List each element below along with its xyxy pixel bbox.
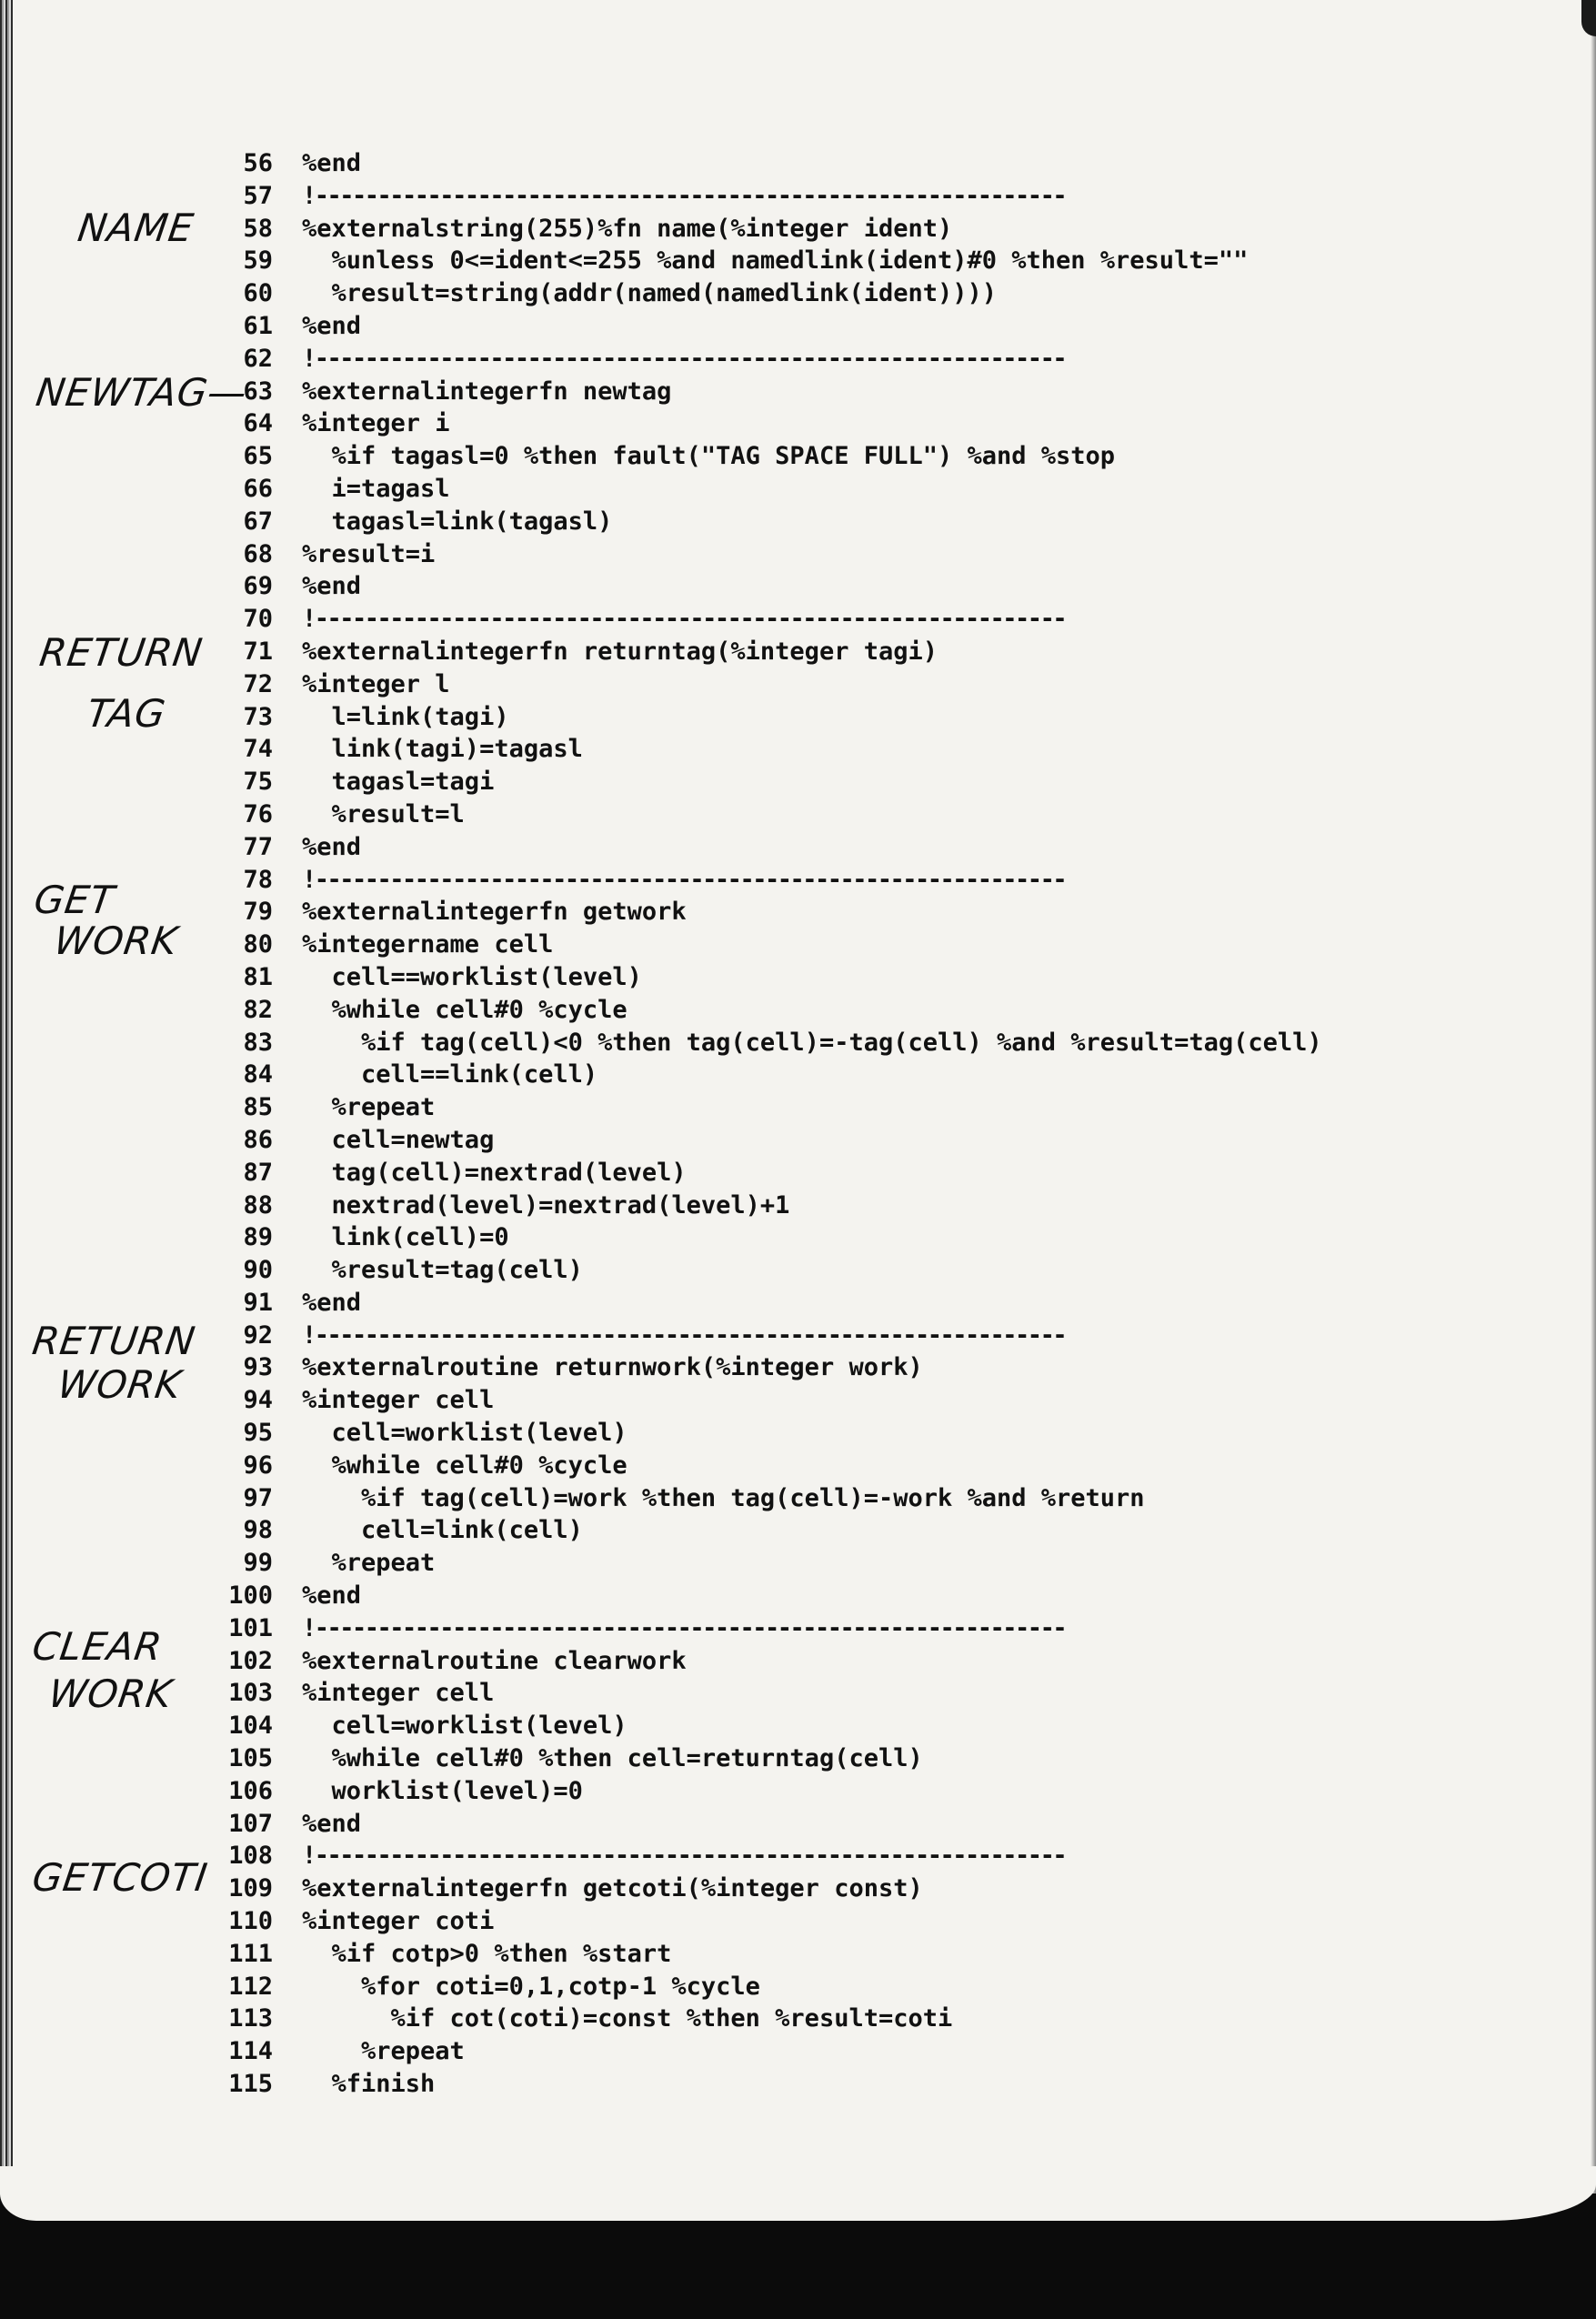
margin-note-name: NAME [75,206,197,250]
margin-note-getcoti: GETCOTI [29,1855,211,1900]
code-line [0,2035,1596,2068]
code-line [0,1254,1596,1287]
code-text: %repeat [302,1093,436,1122]
code-line [0,603,1596,636]
code-text: i=tagasl [302,474,450,503]
code-line [0,1351,1596,1384]
code-text: %end [302,1581,362,1611]
code-text: %integer cell [302,1386,495,1415]
line-number: 71 [243,637,273,666]
separator-comment: !------------------------------------------------------------ [302,344,1066,373]
code-listing [0,147,1596,2101]
line-number: 96 [243,1451,273,1480]
code-text: %end [302,1288,362,1317]
line-number: 107 [228,1809,273,1838]
code-text: cell=worklist(level) [302,1419,627,1448]
code-text: cell==worklist(level) [302,962,642,991]
code-text: %externalroutine returnwork(%integer work) [302,1353,923,1382]
code-line [0,1514,1596,1547]
code-line [0,1840,1596,1872]
code-line [0,961,1596,994]
code-text: %result=string(addr(named(namedlink(ident)))) [302,279,998,308]
code-line [0,929,1596,961]
code-text: %unless 0<=ident<=255 %and namedlink(ident)#0 %then %result="" [302,246,1249,276]
margin-note-returnwork-line1: RETURN [29,1319,199,1363]
code-line [0,1124,1596,1157]
code-text: tagasl=link(tagasl) [302,507,613,536]
code-line [0,506,1596,538]
code-text: %integer cell [302,1679,495,1708]
code-text: %externalintegerfn getcoti(%integer const) [302,1874,923,1903]
line-number: 72 [243,669,273,698]
line-number: 80 [243,930,273,959]
code-line [0,701,1596,734]
code-text: %result=i [302,539,436,568]
line-number: 76 [243,799,273,828]
code-line [0,668,1596,701]
code-text: cell=worklist(level) [302,1712,627,1741]
code-text: %externalstring(255)%fn name(%integer ident) [302,214,953,243]
code-line [0,2068,1596,2101]
code-text: %externalintegerfn getwork [302,898,687,927]
code-line [0,1417,1596,1450]
line-number: 93 [243,1353,273,1382]
line-number: 68 [243,539,273,568]
line-number: 56 [243,149,273,177]
code-text: %externalintegerfn returntag(%integer tagi) [302,637,938,666]
code-line [0,147,1596,180]
line-number: 90 [243,1256,273,1285]
code-text: %repeat [302,2037,465,2066]
code-line [0,310,1596,343]
code-text: worklist(level)=0 [302,1776,583,1805]
code-line [0,798,1596,831]
code-text: %repeat [302,1549,436,1578]
line-number: 100 [228,1581,273,1611]
code-text: %for coti=0,1,cotp-1 %cycle [302,1972,760,2001]
code-line [0,1059,1596,1091]
code-line [0,245,1596,277]
separator-comment: !------------------------------------------------------------ [302,1613,1066,1642]
line-number: 82 [243,995,273,1024]
line-number: 73 [243,702,273,731]
code-line [0,636,1596,668]
code-line [0,1190,1596,1222]
code-line [0,1091,1596,1124]
separator-comment: !------------------------------------------------------------ [302,181,1066,210]
code-line [0,1157,1596,1190]
line-number: 98 [243,1516,273,1545]
margin-note-returntag-line1: RETURN [36,630,206,675]
line-number: 87 [243,1158,273,1187]
line-number: 106 [228,1776,273,1805]
line-number: 63 [243,376,273,406]
code-text: tagasl=tagi [302,768,495,797]
line-number: 108 [228,1842,273,1871]
line-number: 114 [228,2037,273,2066]
code-text: %if tag(cell)=work %then tag(cell)=-work %and %return [302,1483,1145,1512]
code-text: %end [302,1809,362,1838]
line-number: 113 [228,2004,273,2033]
separator-comment: !------------------------------------------------------------ [302,605,1066,634]
line-number: 79 [243,898,273,927]
margin-note-returntag-line2: TAG [84,691,169,736]
code-text: %integer l [302,669,450,698]
code-line [0,1775,1596,1808]
line-number: 85 [243,1093,273,1122]
code-text: tag(cell)=nextrad(level) [302,1158,687,1187]
code-text: %while cell#0 %then cell=returntag(cell) [302,1744,923,1773]
margin-note-clearwork-line1: CLEAR [29,1624,166,1669]
line-number: 105 [228,1744,273,1773]
line-number: 65 [243,442,273,471]
code-line [0,1677,1596,1710]
code-line [0,766,1596,798]
code-text: %if tag(cell)<0 %then tag(cell)=-tag(cell) %and %result=tag(cell) [302,1028,1322,1057]
code-text: cell==link(cell) [302,1060,598,1089]
code-line [0,440,1596,473]
code-line [0,1547,1596,1580]
code-text: %finish [302,2070,436,2099]
code-text: %while cell#0 %cycle [302,1451,627,1480]
line-number: 94 [243,1386,273,1415]
separator-comment: !------------------------------------------------------------ [302,865,1066,894]
code-text: link(cell)=0 [302,1223,509,1252]
margin-note-clearwork-line2: WORK [45,1671,176,1716]
code-text: %integername cell [302,930,554,959]
line-number: 97 [243,1483,273,1512]
separator-comment: !------------------------------------------------------------ [302,1320,1066,1350]
scan-bottom-shadow [0,2194,1596,2319]
code-line [0,1742,1596,1775]
line-number: 66 [243,474,273,503]
code-line [0,2003,1596,2035]
line-number: 99 [243,1549,273,1578]
line-number: 112 [228,1972,273,2001]
margin-note-returnwork-line2: WORK [55,1362,185,1407]
code-line [0,1612,1596,1645]
line-number: 64 [243,409,273,438]
code-text: %result=tag(cell) [302,1256,583,1285]
line-number: 95 [243,1419,273,1448]
line-number: 92 [243,1320,273,1350]
margin-note-getwork-line2: WORK [51,919,181,963]
line-number: 58 [243,214,273,243]
code-text: l=link(tagi) [302,702,509,731]
line-number: 89 [243,1223,273,1252]
line-number: 75 [243,768,273,797]
code-line [0,473,1596,506]
code-line [0,1710,1596,1742]
line-number: 74 [243,735,273,764]
code-line [0,1905,1596,1938]
page-corner-shadow [1581,0,1596,36]
code-line [0,1808,1596,1841]
line-number: 102 [228,1646,273,1675]
code-text: %end [302,572,362,601]
code-line [0,1027,1596,1059]
code-line [0,538,1596,571]
line-number: 78 [243,865,273,894]
line-number: 109 [228,1874,273,1903]
code-line [0,994,1596,1027]
code-text: %end [302,311,362,340]
code-text: %externalroutine clearwork [302,1646,687,1675]
code-line [0,1482,1596,1515]
line-number: 59 [243,246,273,276]
line-number: 83 [243,1028,273,1057]
code-line [0,1287,1596,1320]
code-text: %if cot(coti)=const %then %result=coti [302,2004,953,2033]
code-text: %result=l [302,799,465,828]
code-line [0,1384,1596,1417]
code-line [0,570,1596,603]
line-number: 101 [228,1613,273,1642]
line-number: 77 [243,832,273,861]
code-text: %externalintegerfn newtag [302,376,672,406]
code-line [0,1580,1596,1612]
code-line [0,1221,1596,1254]
code-text: cell=newtag [302,1125,495,1154]
code-line [0,180,1596,213]
line-number: 60 [243,279,273,308]
code-text: %integer coti [302,1907,495,1936]
line-number: 110 [228,1907,273,1936]
code-text: cell=link(cell) [302,1516,583,1545]
code-text: %end [302,149,362,177]
line-number: 111 [228,1939,273,1968]
code-text: %while cell#0 %cycle [302,995,627,1024]
line-number: 81 [243,962,273,991]
line-number: 84 [243,1060,273,1089]
line-number: 88 [243,1190,273,1220]
code-line [0,1645,1596,1678]
code-text: %if tagasl=0 %then fault("TAG SPACE FULL") %and %stop [302,442,1116,471]
code-line [0,1938,1596,1971]
code-line [0,831,1596,864]
code-text: %end [302,832,362,861]
line-number: 91 [243,1288,273,1317]
line-number: 62 [243,344,273,373]
code-line [0,1872,1596,1905]
code-line [0,1450,1596,1482]
line-number: 115 [228,2070,273,2099]
code-text: nextrad(level)=nextrad(level)+1 [302,1190,790,1220]
line-number: 61 [243,311,273,340]
code-text: %if cotp>0 %then %start [302,1939,672,1968]
line-number: 69 [243,572,273,601]
code-line [0,864,1596,897]
margin-note-getwork-line1: GET [31,878,118,922]
line-number: 104 [228,1712,273,1741]
line-number: 86 [243,1125,273,1154]
code-line [0,1971,1596,2003]
line-number: 57 [243,181,273,210]
line-number: 70 [243,605,273,634]
code-line [0,1320,1596,1352]
line-number: 67 [243,507,273,536]
code-text: %integer i [302,409,450,438]
code-text: link(tagi)=tagasl [302,735,583,764]
line-number: 103 [228,1679,273,1708]
code-line [0,896,1596,929]
code-line [0,213,1596,246]
code-line [0,277,1596,310]
margin-note-newtag: NEWTAG— [33,370,251,415]
separator-comment: !------------------------------------------------------------ [302,1842,1066,1871]
code-line [0,733,1596,766]
